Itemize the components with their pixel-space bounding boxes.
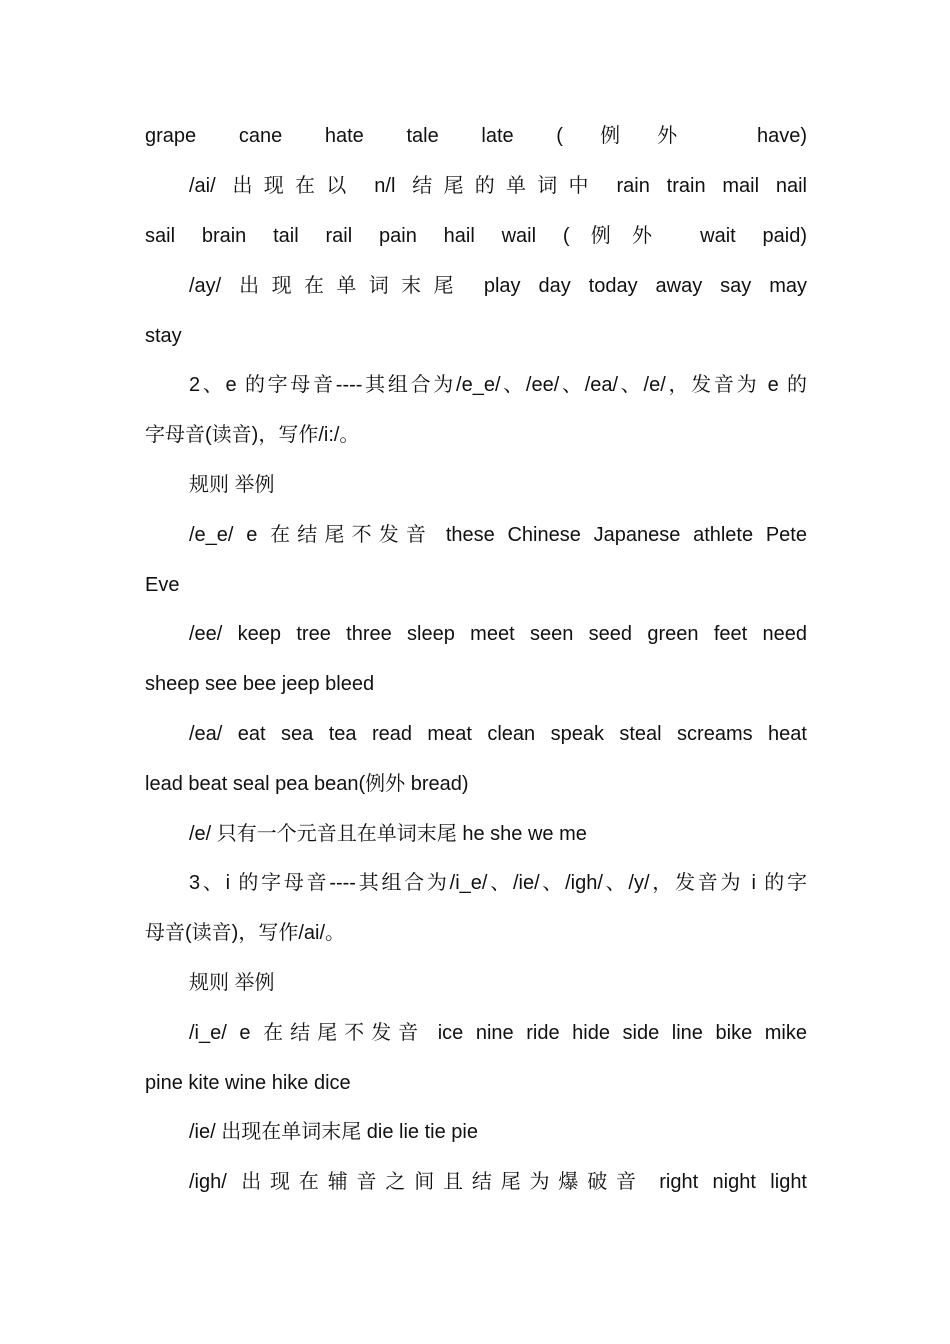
text-line-5: stay — [145, 325, 182, 347]
text-line-11: /ee/ keep tree three sleep meet seen seed green feet need — [189, 623, 807, 645]
text-line-19: /i_e/ e 在结尾不发音 ice nine ride hide side line bike mike — [189, 1022, 807, 1044]
text-line-1: grape cane hate tale late (例外 have) — [145, 125, 807, 147]
text-line-12: sheep see bee jeep bleed — [145, 673, 375, 695]
text-line-20: pine kite wine hike dice — [145, 1072, 351, 1094]
text-line-4: /ay/ 出现在单词末尾 play day today away say may — [189, 275, 807, 297]
text-line-2: /ai/ 出现在以 n/l 结尾的单词中 rain train mail nail — [189, 175, 807, 197]
section-heading-i: 3、i 的字母音----其组合为/i_e/、/ie/、/igh/、/y/，发音为 i 的字 — [189, 872, 807, 894]
text-line-3: sail brain tail rail pain hail wail (例外 wait paid) — [145, 225, 807, 247]
text-line-7: 字母音(读音)，写作/i:/。 — [145, 424, 360, 446]
text-line-13: /ea/ eat sea tea read meat clean speak steal screams heat — [189, 723, 807, 745]
table-header-e: 规则 举例 — [189, 474, 275, 496]
text-line-14: lead beat seal pea bean(例外 bread) — [145, 773, 469, 795]
table-header-i: 规则 举例 — [189, 972, 275, 994]
text-line-9: /e_e/ e 在结尾不发音 these Chinese Japanese athlete Pete — [189, 524, 807, 546]
text-line-15: /e/ 只有一个元音且在单词末尾 he she we me — [189, 823, 587, 845]
text-line-21: /ie/ 出现在单词末尾 die lie tie pie — [189, 1121, 478, 1143]
text-line-10: Eve — [145, 574, 180, 596]
text-line-22: /igh/ 出现在辅音之间且结尾为爆破音 right night light — [189, 1171, 807, 1193]
text-line-17: 母音(读音)，写作/ai/。 — [145, 922, 345, 944]
section-heading-e: 2、e 的字母音----其组合为/e_e/、/ee/、/ea/、/e/，发音为 e 的 — [189, 374, 807, 396]
